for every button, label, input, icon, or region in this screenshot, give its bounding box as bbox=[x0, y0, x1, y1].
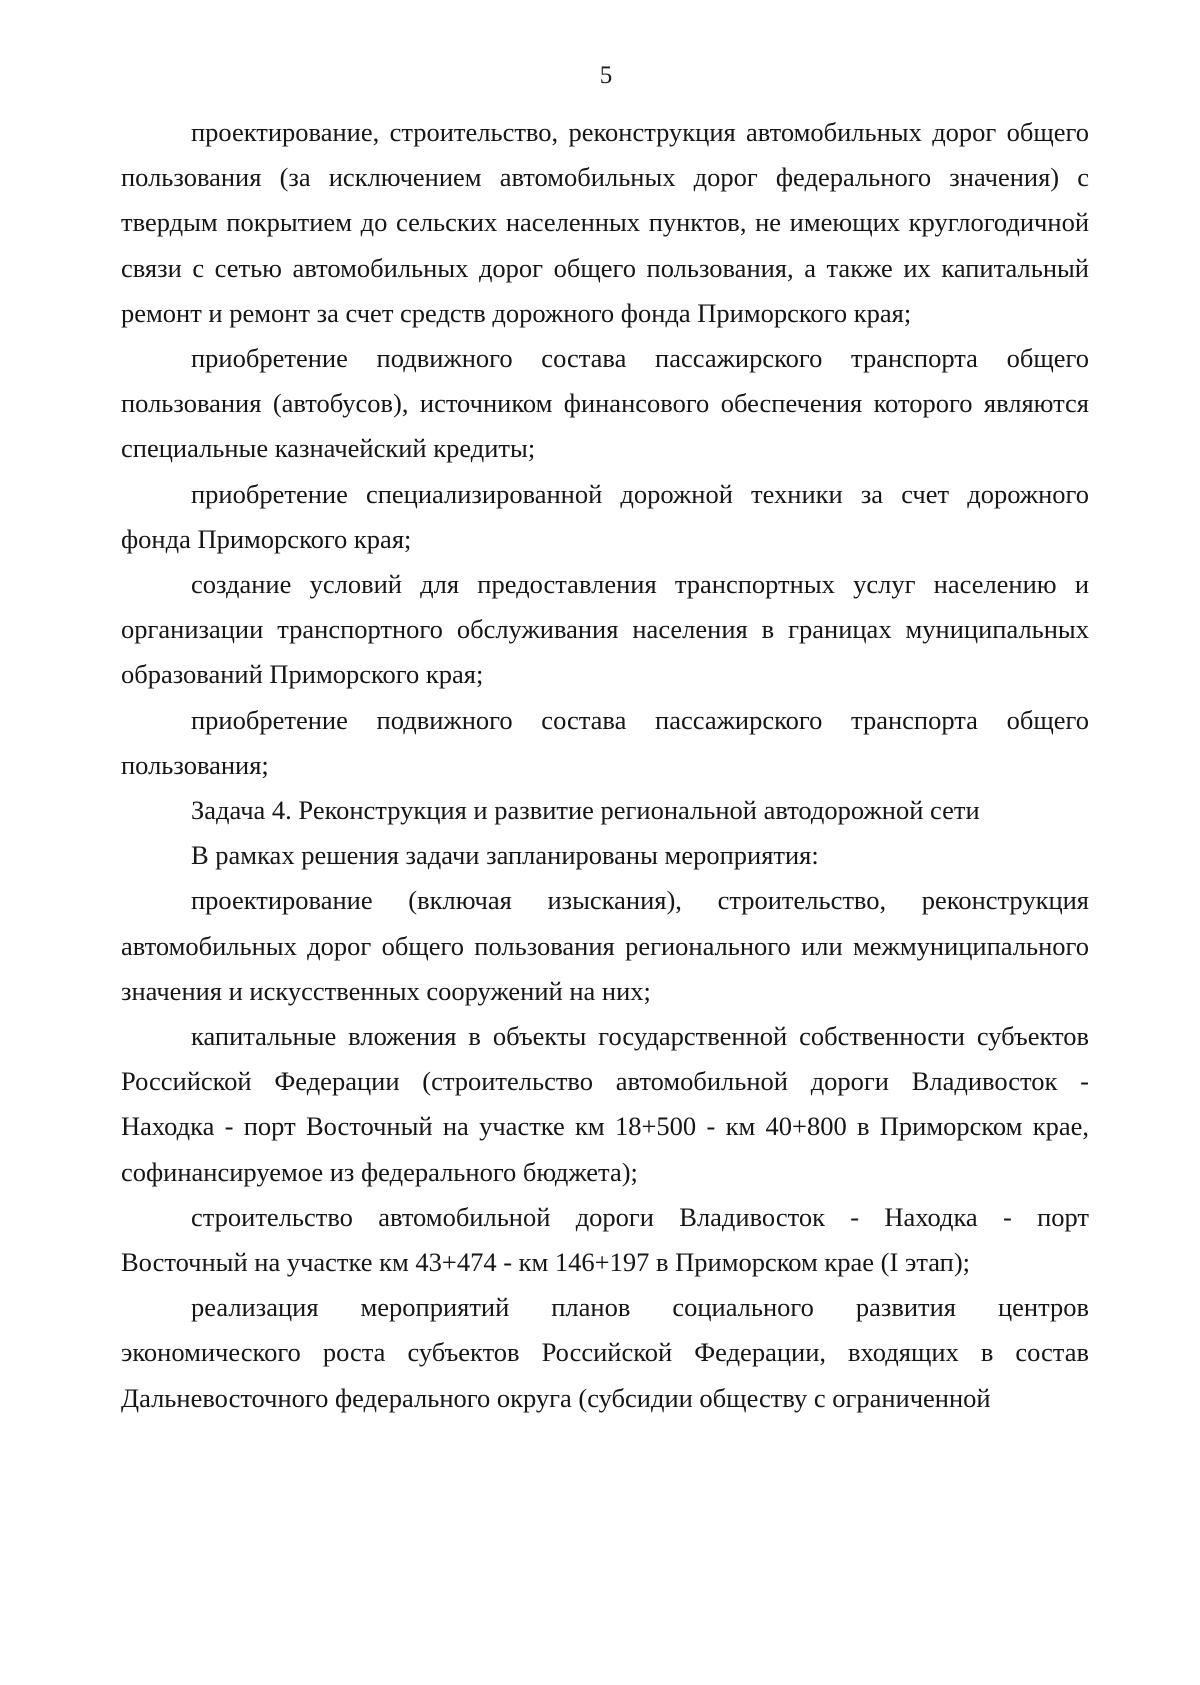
paragraph-regional-roads: проектирование (включая изыскания), строительство, реконструкция автомобильных дорог общего пользования регионального или межмуниципального значения и искусственных сооружений на них; bbox=[121, 885, 1089, 1006]
paragraph-rolling-stock: приобретение подвижного состава пассажирского транспорта общего пользования; bbox=[121, 704, 1089, 780]
paragraph-planned-activities: В рамках решения задачи запланированы мероприятия: bbox=[191, 840, 819, 871]
paragraph-transport-services: создание условий для предоставления транспортных услуг населению и организации транспортного обслуживания населения в границах муниципальных образований Приморского края; bbox=[121, 569, 1089, 690]
paragraph-road-machinery: приобретение специализированной дорожной техники за счет дорожного фонда Приморского края; bbox=[121, 478, 1089, 554]
paragraph-road-construction: строительство автомобильной дороги Владивосток - Находка - порт Восточный на участке км 43+474 - км 146+197 в Приморском крае (I этап); bbox=[121, 1201, 1089, 1278]
document-body bbox=[121, 110, 1089, 1421]
paragraph-growth-centers: реализация мероприятий планов социального развития центров экономического роста субъектов Российской Федерации, входящих в состав Дальневосточного федерального округа (субсидии обществу с ограниченной bbox=[121, 1292, 1089, 1413]
page-number: 5 bbox=[599, 62, 613, 89]
paragraph-capital-investments: капитальные вложения в объекты государственной собственности субъектов Российской Федерации (строительство автомобильной дороги Владивосток - Находка - порт Восточный на участке км 18+500 - км 40+800 в Приморском крае, софинансируемое из федерального бюджета); bbox=[121, 1021, 1089, 1187]
paragraph-road-design: проектирование, строительство, реконструкция автомобильных дорог общего пользования (за исключением автомобильных дорог федерального значения) с твердым покрытием до сельских населенных пунктов, не имеющих круглогодичной связи с сетью автомобильных дорог общего пользования, а также их капитальный ремонт и ремонт за счет средств дорожного фонда Приморского края; bbox=[121, 117, 1089, 328]
task-heading: Задача 4. Реконструкция и развитие региональной автодорожной сети bbox=[191, 795, 980, 826]
paragraph-bus-purchase: приобретение подвижного состава пассажирского транспорта общего пользования (автобусов), источником финансового обеспечения которого являются специальные казначейский кредиты; bbox=[121, 343, 1089, 464]
